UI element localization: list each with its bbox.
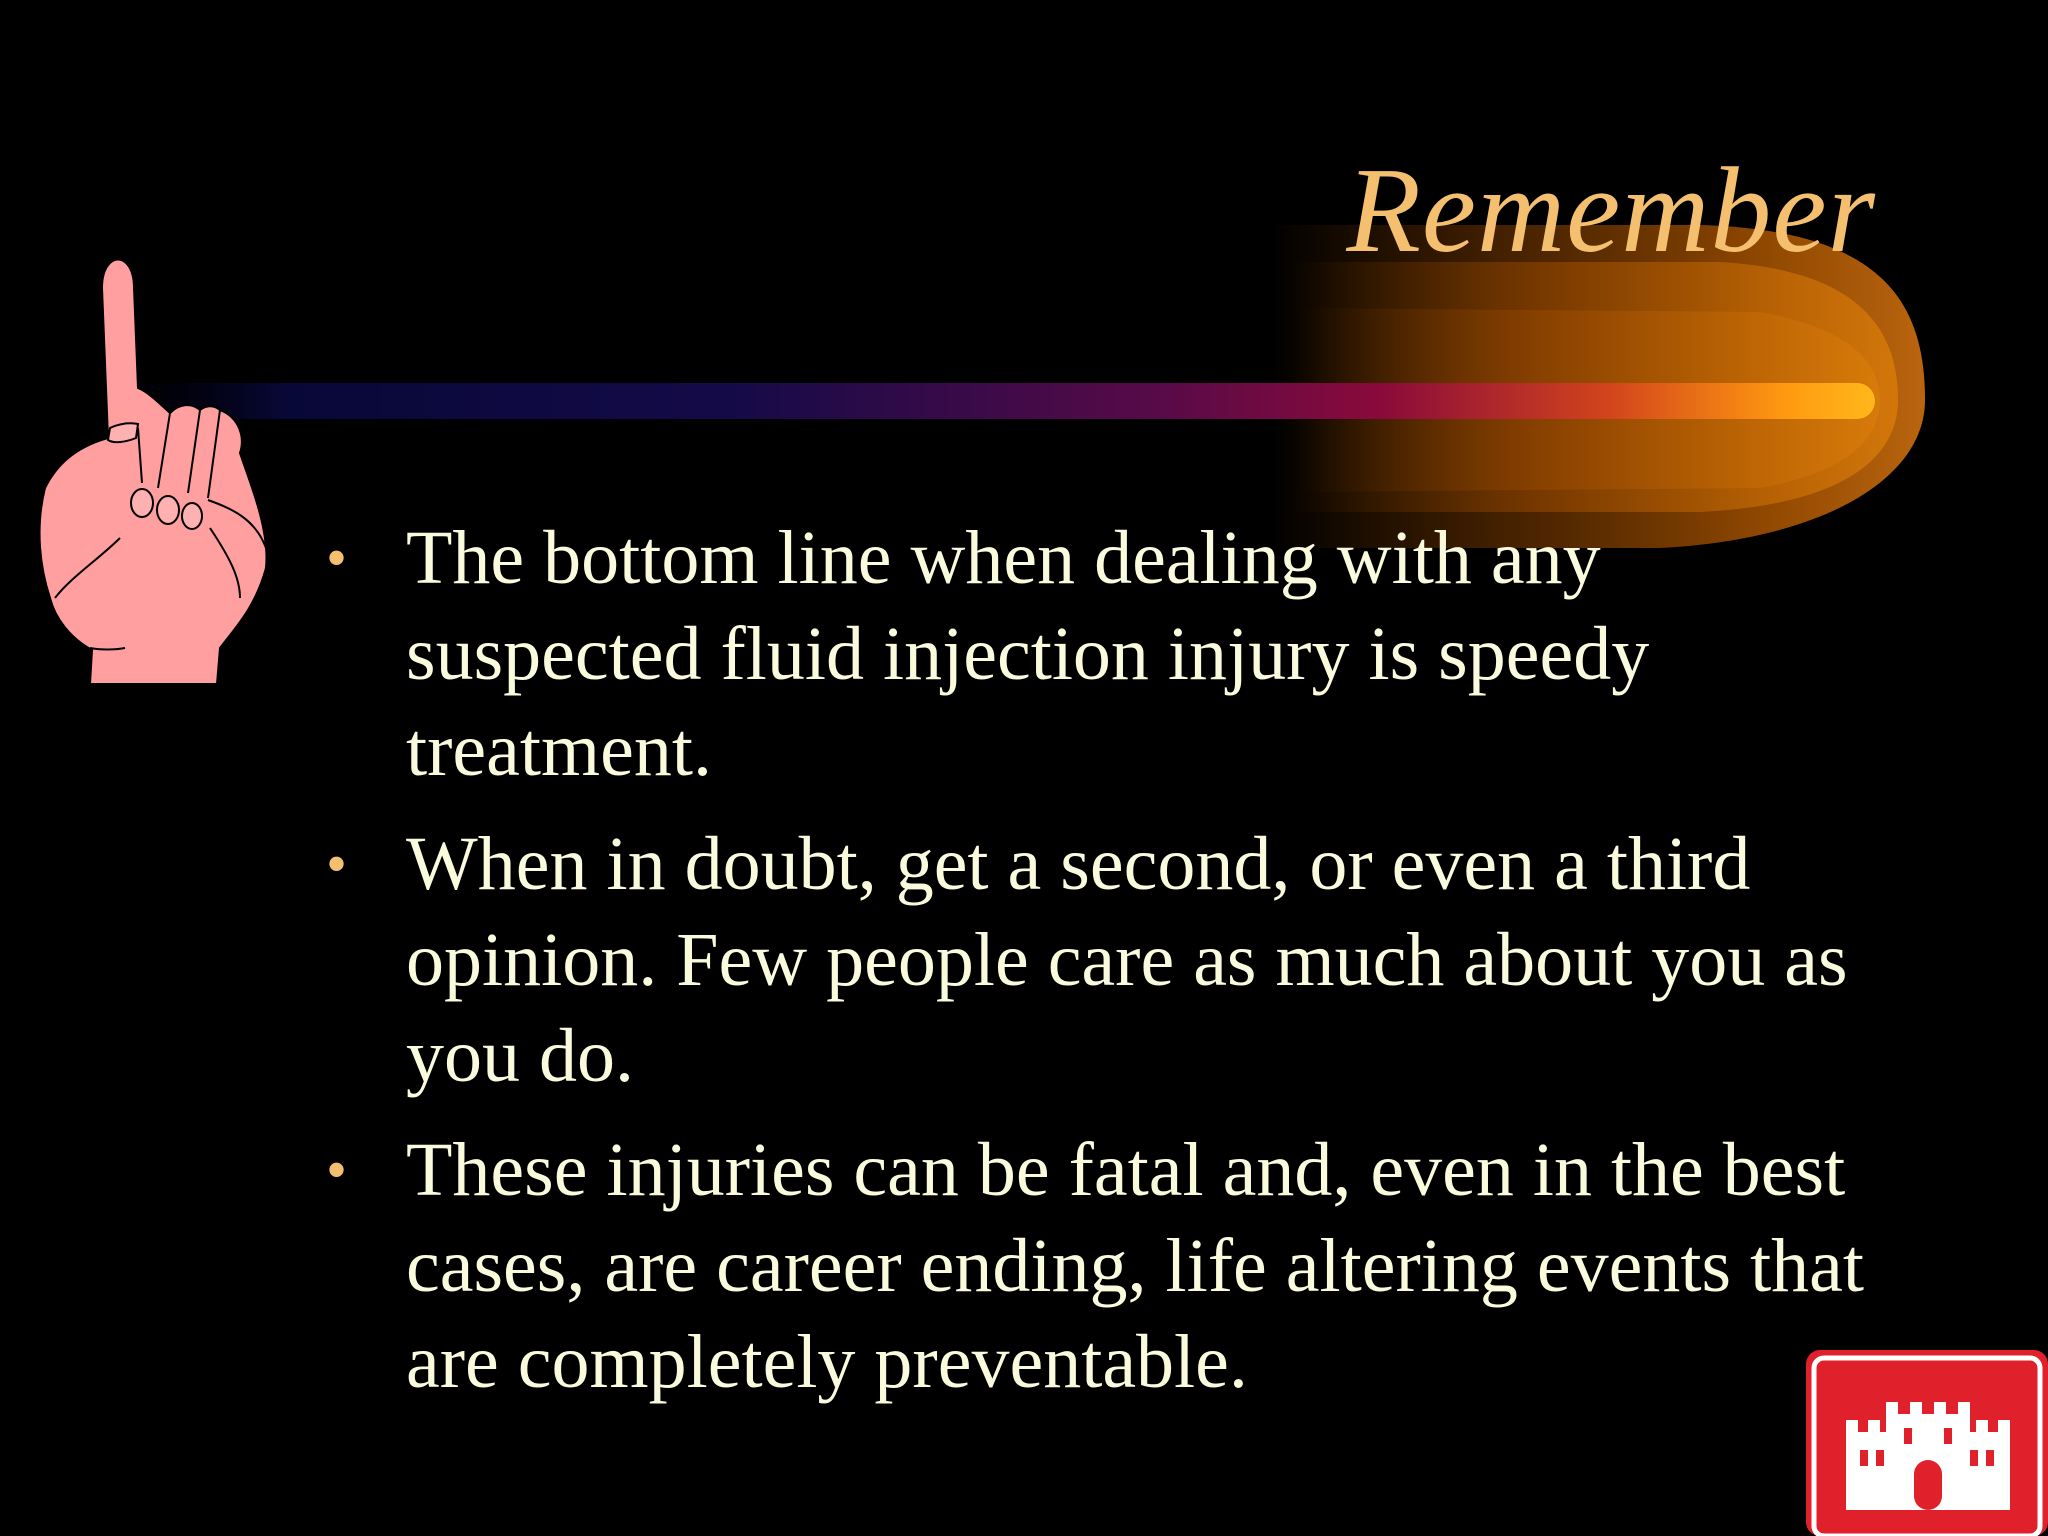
bullet-item <box>322 816 1882 1104</box>
bullet-item <box>322 510 1882 798</box>
bullet-marker: • <box>326 1137 348 1203</box>
bullet-text: When in doubt, get a second, or even a third opinion. Few people care as much about you as you do. <box>406 822 1848 1098</box>
bullet-text: The bottom line when dealing with any suspected fluid injection injury is speedy treatment. <box>406 516 1650 792</box>
bullet-list <box>322 510 1882 1428</box>
raised-index-finger-icon <box>30 238 280 688</box>
bullet-marker: • <box>326 525 348 591</box>
bullet-marker: • <box>326 831 348 897</box>
bullet-text: These injuries can be fatal and, even in the best cases, are career ending, life altering events that are completely preventable. <box>406 1128 1865 1404</box>
bullet-item <box>322 1122 1882 1410</box>
slide-title: Remember <box>1346 143 1876 278</box>
castle-logo-icon <box>1806 1350 2048 1536</box>
